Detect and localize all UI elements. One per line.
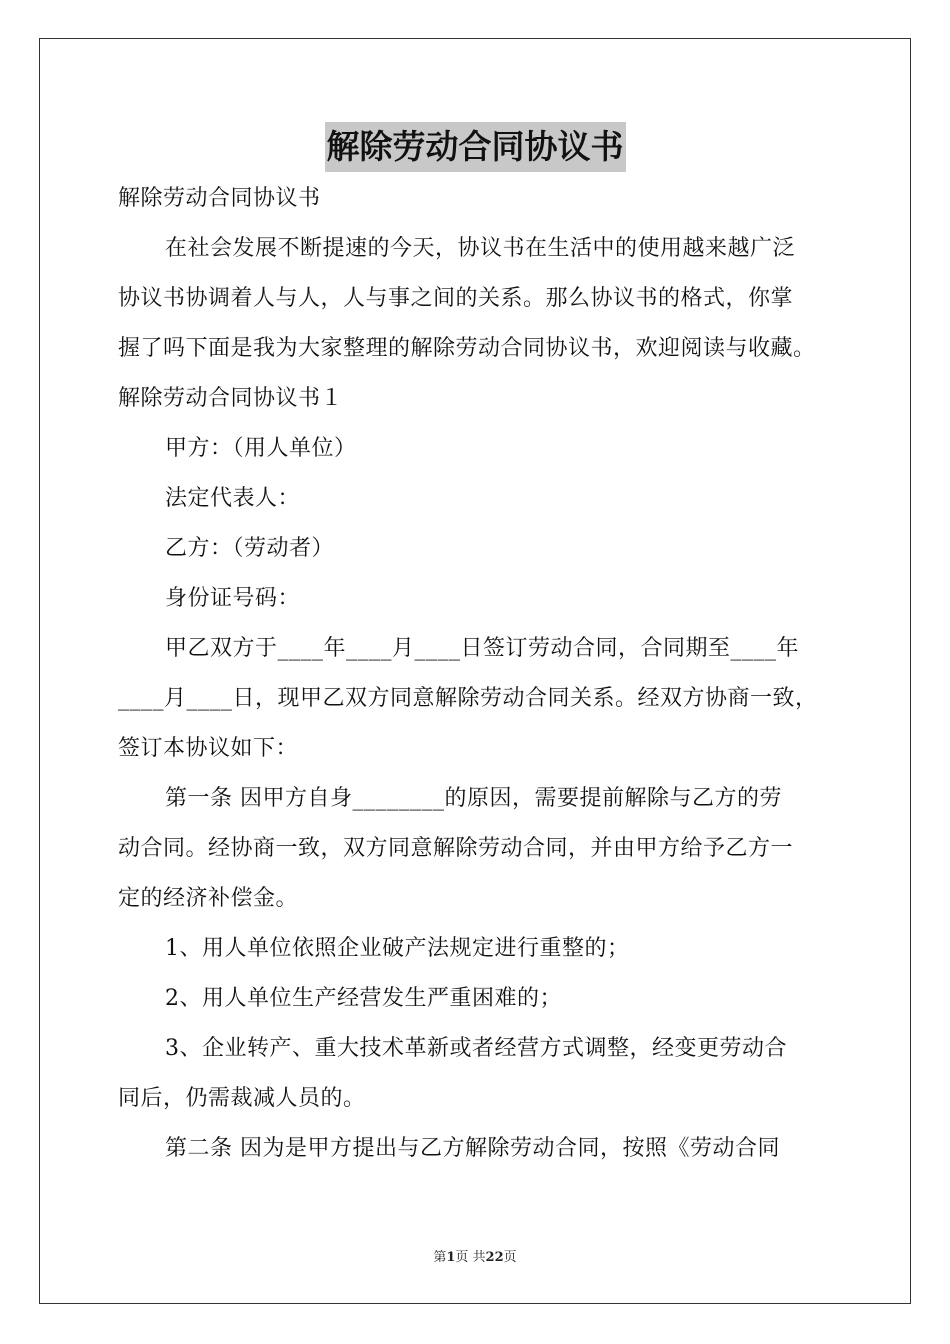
paragraph-line: 协议书协调着人与人，人与事之间的关系。那么协议书的格式，你掌 (118, 286, 794, 311)
paragraph-line: 在社会发展不断提速的今天，协议书在生活中的使用越来越广泛 (165, 236, 796, 261)
id-number-line: 身份证号码： (165, 586, 301, 611)
list-item: 3、企业转产、重大技术革新或者经营方式调整，经变更劳动合 (165, 1036, 787, 1061)
paragraph-line: 甲乙双方于____年____月____日签订劳动合同，合同期至____年 (165, 636, 800, 661)
footer-suffix: 页 (503, 1250, 517, 1265)
paragraph-line: 握了吗下面是我为大家整理的解除劳动合同协议书，欢迎阅读与收藏。 (118, 336, 816, 361)
article-two-line: 第二条 因为是甲方提出与乙方解除劳动合同，按照《劳动合同 (165, 1136, 780, 1161)
footer-prefix: 第 (433, 1250, 447, 1265)
title-container (0, 122, 950, 172)
section-heading: 解除劳动合同协议书１ (118, 386, 344, 411)
subtitle-line: 解除劳动合同协议书 (118, 186, 321, 211)
list-item: 2、用人单位生产经营发生严重困难的； (165, 986, 562, 1011)
footer-mid: 页 共 (455, 1250, 486, 1265)
list-item: 1、用人单位依照企业破产法规定进行重整的； (165, 936, 630, 961)
paragraph-line: 动合同。经协商一致，双方同意解除劳动合同，并由甲方给予乙方一 (118, 836, 794, 861)
party-b-line: 乙方：（劳动者） (165, 536, 335, 561)
paragraph-line: 定的经济补偿金。 (118, 886, 299, 911)
paragraph-line: 同后，仍需裁减人员的。 (118, 1086, 366, 1111)
legal-representative-line: 法定代表人： (165, 486, 301, 511)
page-border (39, 38, 911, 1304)
party-a-line: 甲方：（用人单位） (165, 436, 357, 461)
page-footer (0, 1246, 950, 1265)
paragraph-line: ____月____日，现甲乙双方同意解除劳动合同关系。经双方协商一致， (118, 686, 818, 711)
paragraph-line: 签订本协议如下： (118, 736, 299, 761)
article-one-line: 第一条 因甲方自身________的原因，需要提前解除与乙方的劳 (165, 786, 782, 811)
footer-page-total: 22 (485, 1250, 504, 1265)
footer-page-number: 1 (446, 1250, 456, 1265)
document-title: 解除劳动合同协议书 (325, 122, 626, 172)
